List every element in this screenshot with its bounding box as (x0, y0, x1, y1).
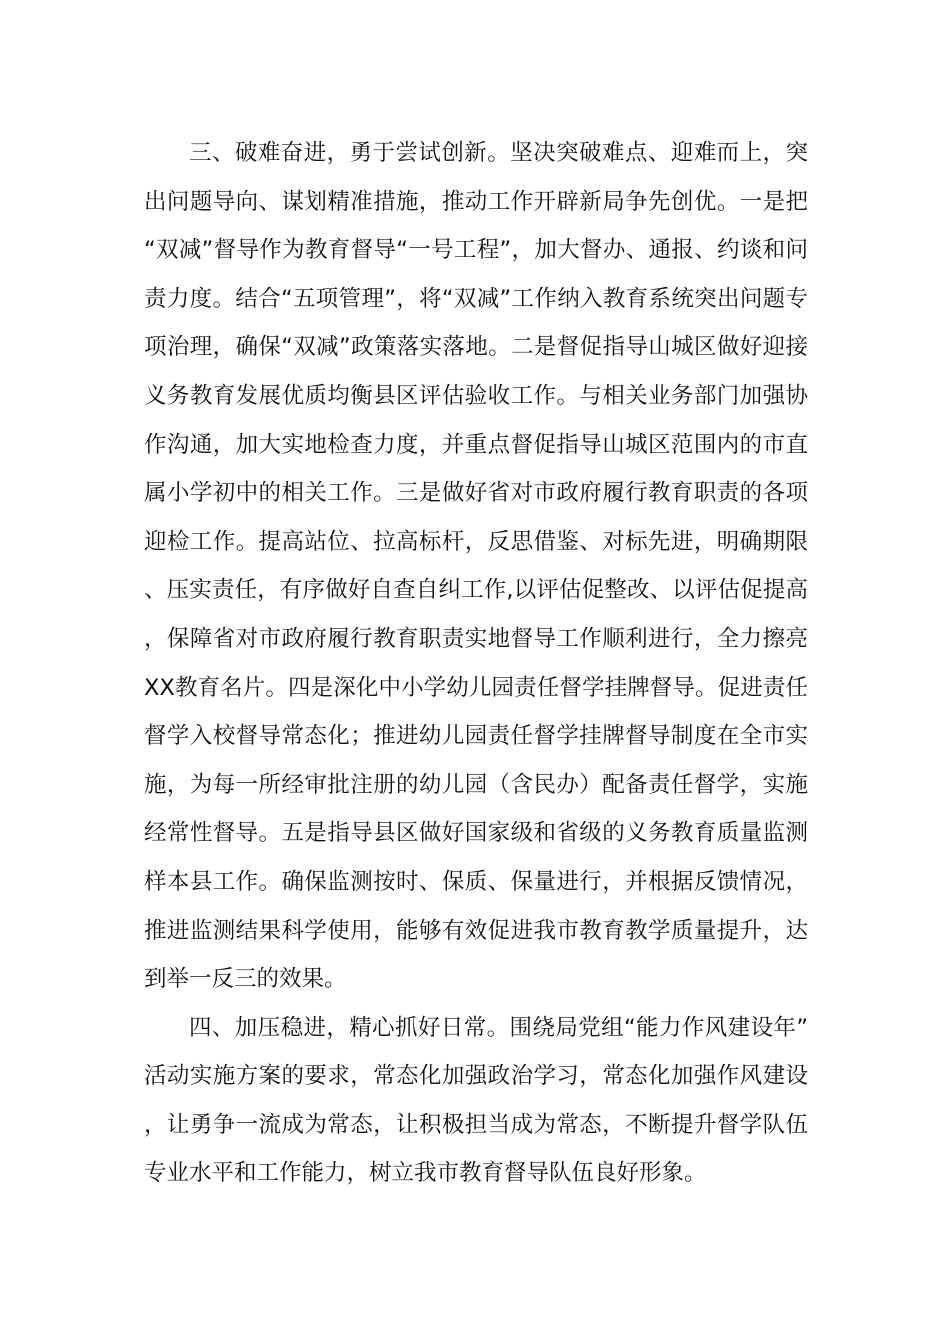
document-body (144, 129, 808, 1198)
paragraph-section-four: 四、加压稳进，精心抓好日常。围绕局党组“能力作风建设年”活动实施方案的要求，常态化加强政治学习，常态化加强作风建设，让勇争一流成为常态，让积极担当成为常态，不断提升督学队伍专业水平和工作能力，树立我市教育督导队伍良好形象。 (144, 1014, 808, 1187)
paragraph-section-three: 三、破难奋进，勇于尝试创新。坚决突破难点、迎难而上，突出问题导向、谋划精准措施，推动工作开辟新局争先创优。一是把“双减”督导作为教育督导“一号工程”，加大督办、通报、约谈和问责力度。结合“五项管理”，将“双减”工作纳入教育系统突出问题专项治理，确保“双减”政策落实落地。二是督促指导山城区做好迎接义务教育发展优质均衡县区评估验收工作。与相关业务部门加强协作沟通，加大实地检查力度，并重点督促指导山城区范围内的市直属小学初中的相关工作。三是做好省对市政府履行教育职责的各项迎检工作。提高站位、拉高标杆，反思借鉴、对标先进，明确期限、压实责任，有序做好自查自纠工作,以评估促整改、以评估促提高，保障省对市政府履行教育职责实地督导工作顺利进行，全力擦亮XX教育名片。四是深化中小学幼儿园责任督学挂牌督导。促进责任督学入校督导常态化；推进幼儿园责任督学挂牌督导制度在全市实施，为每一所经审批注册的幼儿园（含民办）配备责任督学，实施经常性督导。五是指导县区做好国家级和省级的义务教育质量监测样本县工作。确保监测按时、保质、保量进行，并根据反馈情况，推进监测结果科学使用，能够有效促进我市教育教学质量提升，达到举一反三的效果。 (144, 140, 808, 993)
